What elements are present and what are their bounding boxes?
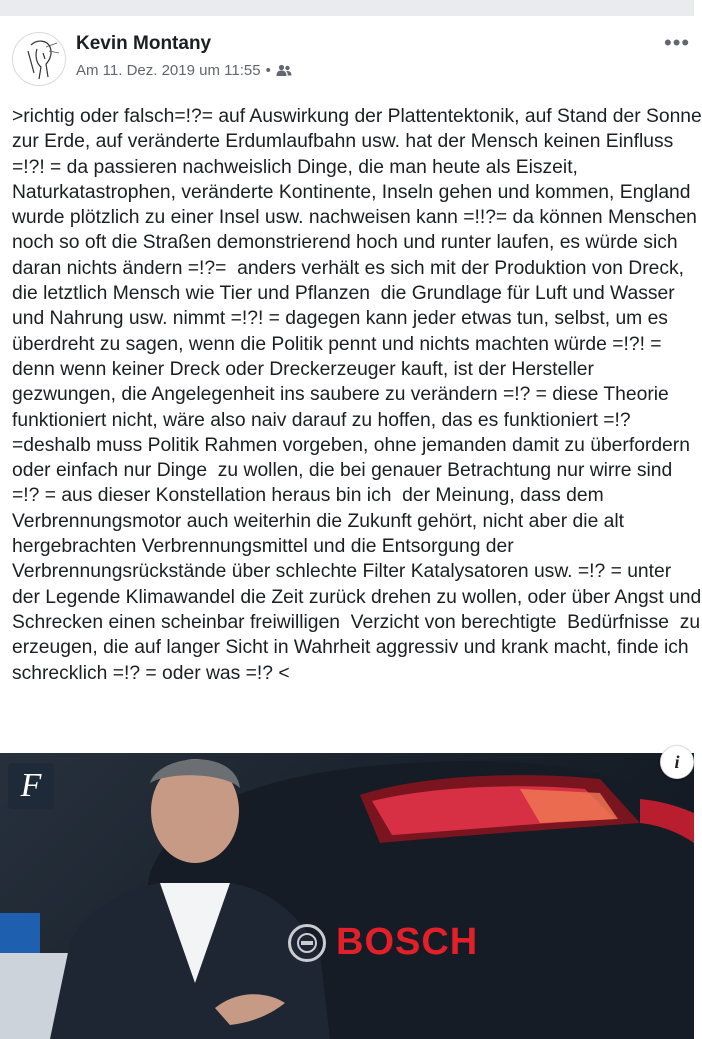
avatar[interactable] [12, 32, 66, 86]
more-options-icon[interactable]: ••• [664, 30, 691, 55]
info-icon[interactable]: i [660, 745, 694, 779]
meta-separator: • [265, 62, 271, 79]
publisher-badge: F [8, 763, 54, 809]
brand-logo [288, 921, 478, 964]
post-meta [76, 62, 292, 79]
link-preview-image[interactable] [0, 753, 694, 1039]
post-date[interactable]: Am 11. Dez. 2019 um 11:55 [76, 62, 261, 79]
top-bar [0, 0, 694, 16]
author-name[interactable]: Kevin Montany [76, 33, 212, 54]
bosch-emblem-icon [288, 924, 326, 962]
post-text: >richtig oder falsch=!?= auf Auswirkung der Plattentektonik, auf Stand der Sonne zur Erde, auf veränderte Erdumlaufbahn usw. hat der Mensch keinen Einfluss =!?! = da passieren nachweislich Dinge, die man heute als Eiszeit, Naturkatastrophen, veränderte Kontinente, Inseln gehen und kommen, England wurde plötzlich zu einer Insel usw. nachweisen kann =!!?= da können Menschen noch so oft die Straßen demonstrierend hoch und runter laufen, es würde sich daran nichts ändern =!?= anders verhält es sich mit der Produktion von Dreck, die letztlich Mensch wie Tier und Pflanzen die Grundlage für Luft und Wasser und Nahrung usw. nimmt =!?! = dagegen kann jeder etwas tun, selbst, um es überdreht zu sagen, wenn die Politik pennt und nichts machten würde =!?! = denn wenn keiner Dreck oder Dreckerzeuger kauft, ist der Hersteller gezwungen, die Angelegenheit ins saubere zu verändern =!? = diese Theorie funktioniert nicht, wäre also naiv darauf zu hoffen, das es funktioniert =!? =deshalb muss Politik Rahmen vorgeben, ohne jemanden damit zu überfordern oder einfach nur Dinge zu wollen, die bei genauer Betrachtung nur wirre sind =!? = aus dieser Konstellation heraus bin ich der Meinung, dass dem Verbrennungsmotor auch weiterhin die Zukunft gehört, nicht aber die alt hergebrachten Verbrennungsmittel und die Entsorgung der Verbrennungsrückstände über schlechte Filter Katalysatoren usw. =!? = unter der Legende Klimawandel die Zeit zurück drehen zu wollen, oder über Angst und Schrecken einen scheinbar freiwilligen Verzicht von berechtigte Bedürfnisse zu erzeugen, die auf langer Sicht in Wahrheit aggressiv und krank macht, finde ich schrecklich =!? = oder was =!? < [12, 106, 702, 684]
car-photo-graphic [0, 753, 694, 1039]
avatar-sketch-icon [13, 33, 65, 85]
brand-text: BOSCH [336, 921, 479, 963]
friends-icon[interactable] [276, 64, 292, 77]
